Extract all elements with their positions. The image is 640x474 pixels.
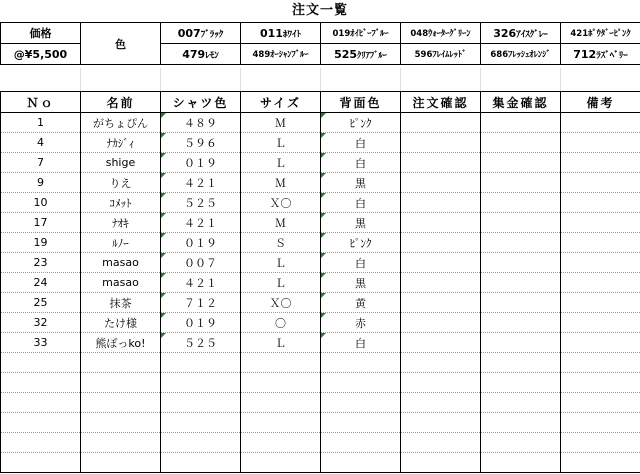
shirt-color-cell[interactable]: ５２５	[161, 193, 241, 213]
table-row	[1, 313, 640, 333]
shirt-color-cell[interactable]	[161, 413, 241, 433]
notes-cell[interactable]	[561, 313, 640, 333]
customer-name-cell[interactable]	[81, 453, 161, 473]
orders-body	[1, 113, 640, 473]
order-no-cell[interactable]	[1, 353, 81, 373]
back-color-cell[interactable]	[321, 373, 401, 393]
notes-cell[interactable]	[561, 293, 640, 313]
back-color-cell[interactable]	[321, 433, 401, 453]
notes-cell[interactable]	[561, 113, 640, 133]
order-confirm-cell[interactable]	[401, 333, 481, 353]
shirt-color-cell[interactable]: ５２５	[161, 333, 241, 353]
size-cell[interactable]: Ｓ	[241, 233, 321, 253]
payment-confirm-cell[interactable]	[481, 253, 561, 273]
notes-cell[interactable]	[561, 333, 640, 353]
order-confirm-cell[interactable]	[401, 193, 481, 213]
order-confirm-cell[interactable]	[401, 153, 481, 173]
size-cell[interactable]: Ｍ	[241, 173, 321, 193]
order-no-cell[interactable]	[1, 373, 81, 393]
empty-row	[1, 433, 640, 453]
payment-confirm-cell[interactable]	[481, 273, 561, 293]
order-confirm-cell[interactable]	[401, 213, 481, 233]
size-cell[interactable]	[241, 393, 321, 413]
column-header-notes: 備考	[561, 92, 640, 113]
payment-confirm-cell[interactable]	[481, 173, 561, 193]
size-cell[interactable]: Ｌ	[241, 273, 321, 293]
color-option[interactable]: 011ﾎﾜｲﾄ	[241, 23, 321, 44]
notes-cell[interactable]	[561, 433, 640, 453]
shirt-color-cell[interactable]	[161, 373, 241, 393]
size-cell[interactable]: Ｍ	[241, 213, 321, 233]
order-confirm-cell[interactable]	[401, 273, 481, 293]
notes-cell[interactable]	[561, 373, 640, 393]
table-row	[1, 133, 640, 153]
shirt-color-cell[interactable]: ４２１	[161, 173, 241, 193]
back-color-cell[interactable]: 赤	[321, 313, 401, 333]
empty-row	[1, 413, 640, 433]
order-confirm-cell[interactable]	[401, 353, 481, 373]
size-cell[interactable]: Ｌ	[241, 333, 321, 353]
order-confirm-cell[interactable]	[401, 433, 481, 453]
payment-confirm-cell[interactable]	[481, 413, 561, 433]
shirt-color-cell[interactable]	[161, 453, 241, 473]
shirt-color-cell[interactable]: ０１９	[161, 153, 241, 173]
color-option[interactable]: 048ｳｫｰﾀｰｸﾞﾘｰﾝ	[401, 23, 481, 44]
notes-cell[interactable]	[561, 453, 640, 473]
customer-name-cell[interactable]: ｺﾒｯﾄ	[81, 193, 161, 213]
customer-name-cell[interactable]: shige	[81, 153, 161, 173]
table-row	[1, 253, 640, 273]
sheet-title: 注文一覧	[291, 3, 348, 18]
color-option[interactable]: 019ｵｲﾋﾞｰﾌﾞﾙｰ	[321, 23, 401, 44]
spacer-row	[0, 68, 640, 92]
empty-row	[1, 373, 640, 393]
color-option[interactable]: 326ｱｲｽｸﾞﾚｰ	[481, 23, 561, 44]
order-no-cell[interactable]: 24	[1, 273, 81, 293]
size-cell[interactable]	[241, 373, 321, 393]
back-color-cell[interactable]	[321, 413, 401, 433]
order-no-cell[interactable]: 9	[1, 173, 81, 193]
order-no-cell[interactable]	[1, 393, 81, 413]
table-row	[1, 233, 640, 253]
shirt-color-cell[interactable]: ４２１	[161, 273, 241, 293]
column-header-back-color: 背面色	[321, 92, 401, 113]
order-confirm-cell[interactable]	[401, 453, 481, 473]
column-header-size: サイズ	[241, 92, 321, 113]
size-cell[interactable]	[241, 413, 321, 433]
order-confirm-cell[interactable]	[401, 173, 481, 193]
column-header-payment-confirm: 集金確認	[481, 92, 561, 113]
color-option[interactable]: 007ﾌﾞﾗｯｸ	[161, 23, 241, 44]
payment-confirm-cell[interactable]	[481, 353, 561, 373]
back-color-cell[interactable]: ﾋﾟﾝｸ	[321, 113, 401, 133]
payment-confirm-cell[interactable]	[481, 313, 561, 333]
size-cell[interactable]: Ｌ	[241, 253, 321, 273]
customer-name-cell[interactable]	[81, 393, 161, 413]
order-confirm-cell[interactable]	[401, 413, 481, 433]
back-color-cell[interactable]	[321, 393, 401, 413]
order-no-cell[interactable]: 4	[1, 133, 81, 153]
customer-name-cell[interactable]	[81, 413, 161, 433]
back-color-cell[interactable]	[321, 453, 401, 473]
back-color-cell[interactable]: 白	[321, 333, 401, 353]
shirt-color-cell[interactable]	[161, 433, 241, 453]
table-row	[1, 193, 640, 213]
order-no-cell[interactable]: 17	[1, 213, 81, 233]
order-no-cell[interactable]: 32	[1, 313, 81, 333]
column-header-name: 名前	[81, 92, 161, 113]
customer-name-cell[interactable]	[81, 433, 161, 453]
table-row	[1, 273, 640, 293]
order-no-cell[interactable]: 7	[1, 153, 81, 173]
notes-cell[interactable]	[561, 213, 640, 233]
payment-confirm-cell[interactable]	[481, 213, 561, 233]
payment-confirm-cell[interactable]	[481, 373, 561, 393]
notes-cell[interactable]	[561, 233, 640, 253]
notes-cell[interactable]	[561, 253, 640, 273]
column-header-no: Ｎｏ	[1, 92, 81, 113]
order-no-cell[interactable]	[1, 453, 81, 473]
table-row	[1, 173, 640, 193]
customer-name-cell[interactable]	[81, 373, 161, 393]
notes-cell[interactable]	[561, 413, 640, 433]
order-no-cell[interactable]: 33	[1, 333, 81, 353]
order-confirm-cell[interactable]	[401, 113, 481, 133]
shirt-color-cell[interactable]: ００７	[161, 253, 241, 273]
customer-name-cell[interactable]: ﾙﾉｰ	[81, 233, 161, 253]
customer-name-cell[interactable]: たけ様	[81, 313, 161, 333]
customer-name-cell[interactable]: 熊ぽっko!	[81, 333, 161, 353]
back-color-cell[interactable]: 黒	[321, 173, 401, 193]
orders-table	[0, 91, 640, 473]
shirt-color-cell[interactable]: ０１９	[161, 233, 241, 253]
payment-confirm-cell[interactable]	[481, 233, 561, 253]
notes-cell[interactable]	[561, 133, 640, 153]
color-option[interactable]: 525ｸﾘｱﾌﾞﾙｰ	[321, 44, 401, 65]
order-no-cell[interactable]: 23	[1, 253, 81, 273]
order-no-cell[interactable]: 19	[1, 233, 81, 253]
color-option[interactable]: 686ﾌﾚｯｼｭｵﾚﾝｼﾞ	[481, 44, 561, 65]
size-cell[interactable]: Ｘ〇	[241, 293, 321, 313]
back-color-cell[interactable]: 黒	[321, 213, 401, 233]
order-no-cell[interactable]	[1, 413, 81, 433]
shirt-color-cell[interactable]: ７１２	[161, 293, 241, 313]
notes-cell[interactable]	[561, 273, 640, 293]
size-cell[interactable]: Ｌ	[241, 133, 321, 153]
color-option[interactable]: 596ﾌﾚｲﾑﾚｯﾄﾞ	[401, 44, 481, 65]
back-color-cell[interactable]: 白	[321, 153, 401, 173]
payment-confirm-cell[interactable]	[481, 113, 561, 133]
shirt-color-cell[interactable]	[161, 393, 241, 413]
order-confirm-cell[interactable]	[401, 233, 481, 253]
customer-name-cell[interactable]: ﾅｶｼﾞｨ	[81, 133, 161, 153]
price-value: @¥5,500	[1, 44, 81, 65]
table-row	[1, 333, 640, 353]
payment-confirm-cell[interactable]	[481, 393, 561, 413]
color-option[interactable]: 489ｵｰｼｬﾝﾌﾞﾙｰ	[241, 44, 321, 65]
color-label: 色	[81, 23, 161, 65]
size-cell[interactable]	[241, 453, 321, 473]
table-row	[1, 153, 640, 173]
color-header-table	[0, 22, 640, 65]
size-cell[interactable]: Ｌ	[241, 153, 321, 173]
notes-cell[interactable]	[561, 153, 640, 173]
payment-confirm-cell[interactable]	[481, 333, 561, 353]
back-color-cell[interactable]: ﾋﾟﾝｸ	[321, 233, 401, 253]
notes-cell[interactable]	[561, 193, 640, 213]
empty-row	[1, 393, 640, 413]
color-option[interactable]: 712ﾗｽﾞﾍﾞﾘｰ	[561, 44, 640, 65]
size-cell[interactable]	[241, 433, 321, 453]
order-confirm-cell[interactable]	[401, 393, 481, 413]
size-cell[interactable]: Ｍ	[241, 113, 321, 133]
orders-header-row	[1, 92, 640, 113]
column-header-shirt-color: シャツ色	[161, 92, 241, 113]
column-header-order-confirm: 注文確認	[401, 92, 481, 113]
size-cell[interactable]: 〇	[241, 313, 321, 333]
shirt-color-cell[interactable]: ５９６	[161, 133, 241, 153]
color-option[interactable]: 421ﾎﾟｳﾀﾞｰﾋﾟﾝｸ	[561, 23, 640, 44]
back-color-cell[interactable]: 白	[321, 193, 401, 213]
payment-confirm-cell[interactable]	[481, 133, 561, 153]
customer-name-cell[interactable]: 抹茶	[81, 293, 161, 313]
empty-row	[1, 453, 640, 473]
customer-name-cell[interactable]	[81, 353, 161, 373]
back-color-cell[interactable]: 黒	[321, 273, 401, 293]
order-no-cell[interactable]: 10	[1, 193, 81, 213]
color-option[interactable]: 479ﾚﾓﾝ	[161, 44, 241, 65]
payment-confirm-cell[interactable]	[481, 453, 561, 473]
payment-confirm-cell[interactable]	[481, 293, 561, 313]
table-row	[1, 113, 640, 133]
notes-cell[interactable]	[561, 393, 640, 413]
payment-confirm-cell[interactable]	[481, 433, 561, 453]
order-no-cell[interactable]: 25	[1, 293, 81, 313]
order-confirm-cell[interactable]	[401, 293, 481, 313]
shirt-color-cell[interactable]	[161, 353, 241, 373]
table-row	[1, 293, 640, 313]
order-confirm-cell[interactable]	[401, 253, 481, 273]
order-confirm-cell[interactable]	[401, 313, 481, 333]
shirt-color-cell[interactable]: ４２１	[161, 213, 241, 233]
price-label: 価格	[1, 23, 81, 44]
back-color-cell[interactable]	[321, 353, 401, 373]
shirt-color-cell[interactable]: ０１９	[161, 313, 241, 333]
notes-cell[interactable]	[561, 173, 640, 193]
payment-confirm-cell[interactable]	[481, 193, 561, 213]
customer-name-cell[interactable]: masao	[81, 253, 161, 273]
order-confirm-cell[interactable]	[401, 133, 481, 153]
customer-name-cell[interactable]: りえ	[81, 173, 161, 193]
back-color-cell[interactable]: 黄	[321, 293, 401, 313]
order-confirm-cell[interactable]	[401, 373, 481, 393]
payment-confirm-cell[interactable]	[481, 153, 561, 173]
customer-name-cell[interactable]: ﾅｵｷ	[81, 213, 161, 233]
customer-name-cell[interactable]: masao	[81, 273, 161, 293]
size-cell[interactable]: Ｘ〇	[241, 193, 321, 213]
order-no-cell[interactable]: 1	[1, 113, 81, 133]
order-no-cell[interactable]	[1, 433, 81, 453]
customer-name-cell[interactable]: がちょぴん	[81, 113, 161, 133]
table-row	[1, 213, 640, 233]
size-cell[interactable]	[241, 353, 321, 373]
notes-cell[interactable]	[561, 353, 640, 373]
empty-row	[1, 353, 640, 373]
back-color-cell[interactable]: 白	[321, 133, 401, 153]
shirt-color-cell[interactable]: ４８９	[161, 113, 241, 133]
back-color-cell[interactable]: 白	[321, 253, 401, 273]
